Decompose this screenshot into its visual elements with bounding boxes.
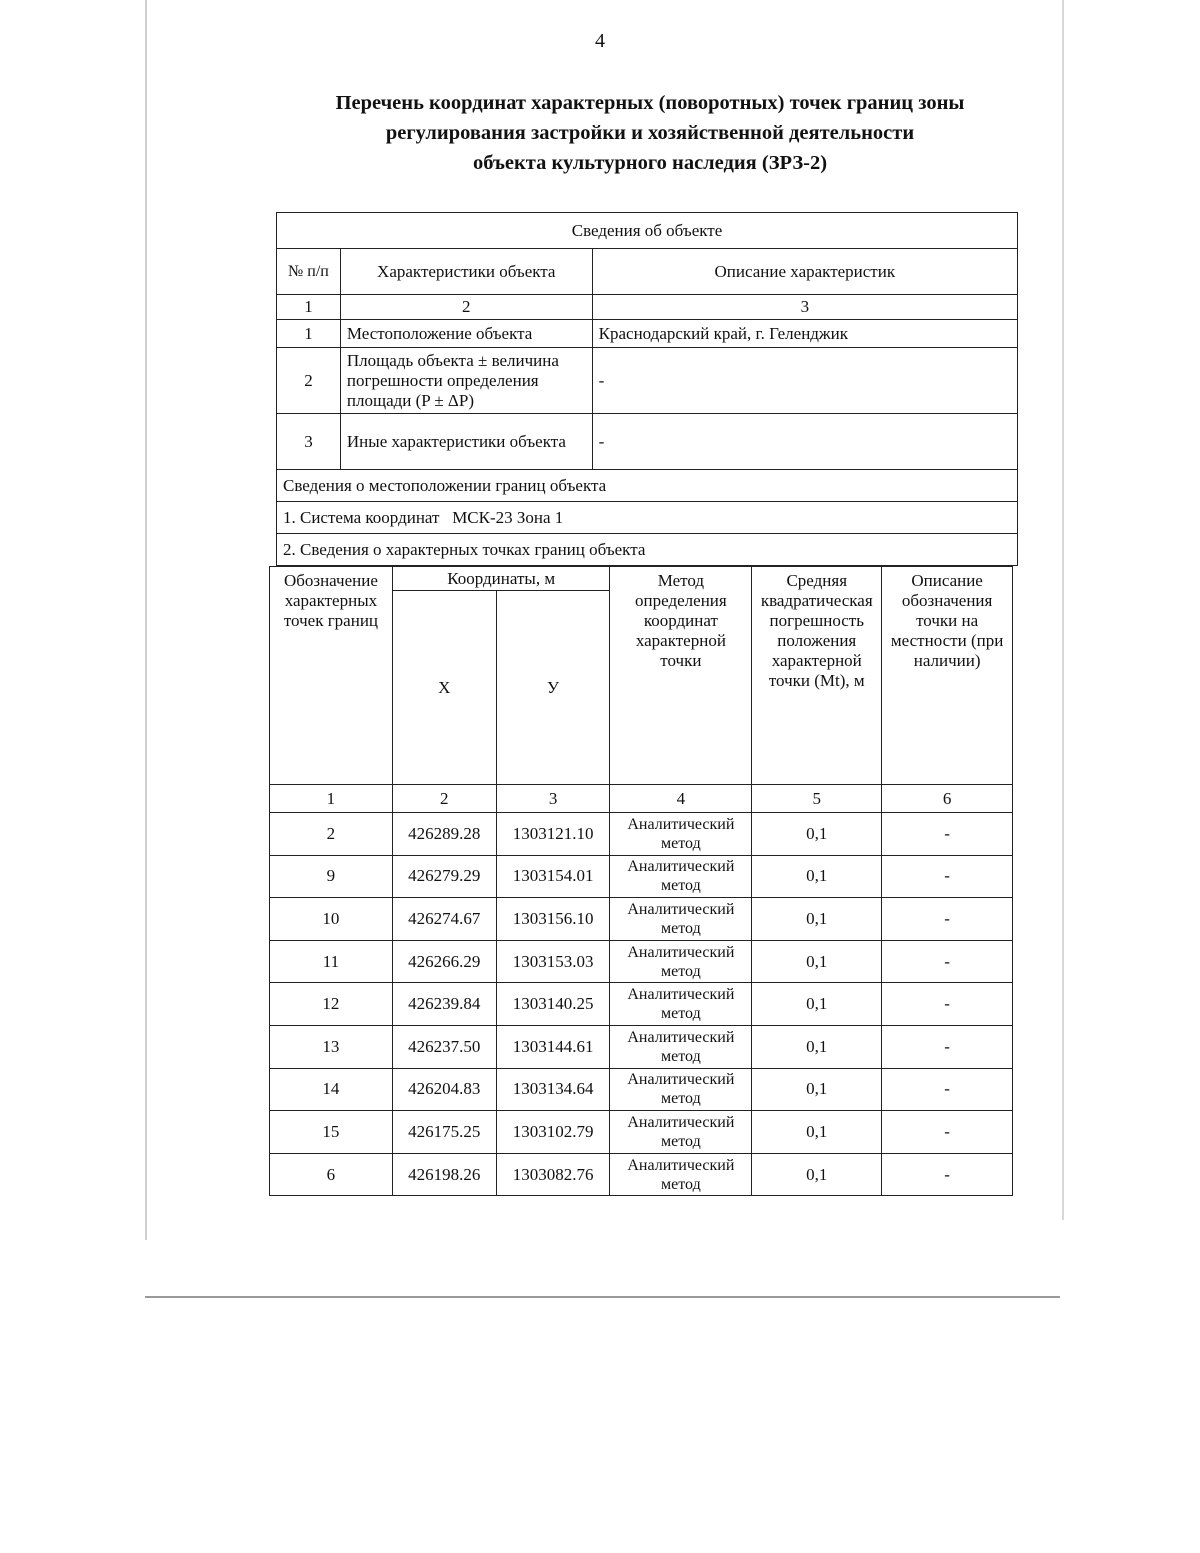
y-coord: 1303134.64	[496, 1068, 610, 1111]
col-index: 3	[592, 295, 1017, 320]
x-coord: 426266.29	[392, 940, 496, 983]
mt-value: 0,1	[752, 983, 882, 1026]
x-coord: 426198.26	[392, 1153, 496, 1196]
table-row	[277, 295, 1018, 320]
points-table	[269, 566, 1013, 1196]
col-index: 1	[277, 295, 341, 320]
method: Аналитический метод	[610, 1153, 752, 1196]
point-description: -	[882, 983, 1013, 1026]
x-coord: 426274.67	[392, 898, 496, 941]
title-line-2: регулирования застройки и хозяйственной деятельности	[385, 122, 915, 144]
col-y-header: У	[496, 591, 610, 785]
x-coord: 426204.83	[392, 1068, 496, 1111]
point-id: 10	[270, 898, 393, 941]
row-char: Местоположение объекта	[340, 320, 592, 348]
method: Аналитический метод	[610, 1025, 752, 1068]
y-coord: 1303156.10	[496, 898, 610, 941]
x-coord: 426239.84	[392, 983, 496, 1026]
page-number: 4	[595, 30, 605, 52]
table-row	[270, 898, 1013, 941]
mt-value: 0,1	[752, 1068, 882, 1111]
scan-left-edge	[145, 0, 147, 1240]
y-coord: 1303154.01	[496, 855, 610, 898]
point-description: -	[882, 855, 1013, 898]
row-desc: -	[592, 414, 1017, 470]
object-info-header: Сведения об объекте	[277, 213, 1018, 249]
document-title	[270, 88, 1030, 178]
col-error-header: Средняя квадратическая погрешность положения характерной точки (Mt), м	[752, 567, 882, 785]
table-row	[277, 470, 1018, 502]
table-row	[270, 940, 1013, 983]
mt-value: 0,1	[752, 813, 882, 856]
x-coord: 426279.29	[392, 855, 496, 898]
y-coord: 1303082.76	[496, 1153, 610, 1196]
col-index: 6	[882, 785, 1013, 813]
col-num-header: № п/п	[277, 249, 341, 295]
row-char: Иные характеристики объекта	[340, 414, 592, 470]
point-id: 11	[270, 940, 393, 983]
col-description-header: Описание обозначения точки на местности (при наличии)	[882, 567, 1013, 785]
mt-value: 0,1	[752, 855, 882, 898]
col-x-header: Х	[392, 591, 496, 785]
point-description: -	[882, 1025, 1013, 1068]
table-row	[270, 855, 1013, 898]
table-row	[277, 414, 1018, 470]
row-char: Площадь объекта ± величина погрешности определения площади (P ± ΔP)	[340, 348, 592, 414]
object-info-table	[276, 212, 1018, 566]
page-bottom-rule	[145, 1296, 1060, 1298]
title-line-1: Перечень координат характерных (поворотных) точек границ зоны	[335, 92, 965, 114]
col-index: 2	[392, 785, 496, 813]
point-id: 15	[270, 1111, 393, 1154]
x-coord: 426289.28	[392, 813, 496, 856]
x-coord: 426175.25	[392, 1111, 496, 1154]
table-row	[270, 1025, 1013, 1068]
col-coords-header: Координаты, м	[392, 567, 610, 591]
table-row	[277, 320, 1018, 348]
table-header-row	[277, 213, 1018, 249]
col-index: 3	[496, 785, 610, 813]
method: Аналитический метод	[610, 855, 752, 898]
point-id: 14	[270, 1068, 393, 1111]
points-header: 2. Сведения о характерных точках границ объекта	[277, 534, 1018, 566]
y-coord: 1303140.25	[496, 983, 610, 1026]
table-row	[270, 1153, 1013, 1196]
col-index: 4	[610, 785, 752, 813]
point-id: 2	[270, 813, 393, 856]
row-desc: -	[592, 348, 1017, 414]
x-coord: 426237.50	[392, 1025, 496, 1068]
method: Аналитический метод	[610, 940, 752, 983]
location-header: Сведения о местоположении границ объекта	[277, 470, 1018, 502]
point-id: 6	[270, 1153, 393, 1196]
point-description: -	[882, 1111, 1013, 1154]
table-row	[270, 983, 1013, 1026]
row-num: 3	[277, 414, 341, 470]
table-row	[270, 1111, 1013, 1154]
points-body	[270, 813, 1013, 1196]
scan-right-edge	[1062, 0, 1064, 1220]
table-row	[277, 502, 1018, 534]
point-description: -	[882, 813, 1013, 856]
table-header-row	[270, 567, 1013, 591]
table-row	[270, 785, 1013, 813]
title-line-3: объекта культурного наследия (ЗРЗ-2)	[472, 152, 828, 174]
col-index: 1	[270, 785, 393, 813]
method: Аналитический метод	[610, 1068, 752, 1111]
method: Аналитический метод	[610, 983, 752, 1026]
y-coord: 1303144.61	[496, 1025, 610, 1068]
col-desc-header: Описание характеристик	[592, 249, 1017, 295]
point-description: -	[882, 940, 1013, 983]
row-num: 1	[277, 320, 341, 348]
mt-value: 0,1	[752, 1153, 882, 1196]
table-row	[270, 1068, 1013, 1111]
point-description: -	[882, 898, 1013, 941]
y-coord: 1303102.79	[496, 1111, 610, 1154]
y-coord: 1303153.03	[496, 940, 610, 983]
mt-value: 0,1	[752, 1025, 882, 1068]
col-method-header: Метод определения координат характерной точки	[610, 567, 752, 785]
point-id: 12	[270, 983, 393, 1026]
method: Аналитический метод	[610, 898, 752, 941]
method: Аналитический метод	[610, 813, 752, 856]
col-char-header: Характеристики объекта	[340, 249, 592, 295]
y-coord: 1303121.10	[496, 813, 610, 856]
mt-value: 0,1	[752, 898, 882, 941]
coordinate-system: 1. Система координат МСК-23 Зона 1	[277, 502, 1018, 534]
point-description: -	[882, 1153, 1013, 1196]
mt-value: 0,1	[752, 1111, 882, 1154]
point-description: -	[882, 1068, 1013, 1111]
mt-value: 0,1	[752, 940, 882, 983]
col-index: 5	[752, 785, 882, 813]
col-index: 2	[340, 295, 592, 320]
row-num: 2	[277, 348, 341, 414]
point-id: 13	[270, 1025, 393, 1068]
col-designation-header: Обозначение характерных точек границ	[270, 567, 393, 785]
row-desc: Краснодарский край, г. Геленджик	[592, 320, 1017, 348]
table-row	[277, 348, 1018, 414]
point-id: 9	[270, 855, 393, 898]
method: Аналитический метод	[610, 1111, 752, 1154]
table-row	[277, 249, 1018, 295]
table-row	[277, 534, 1018, 566]
table-row	[270, 813, 1013, 856]
